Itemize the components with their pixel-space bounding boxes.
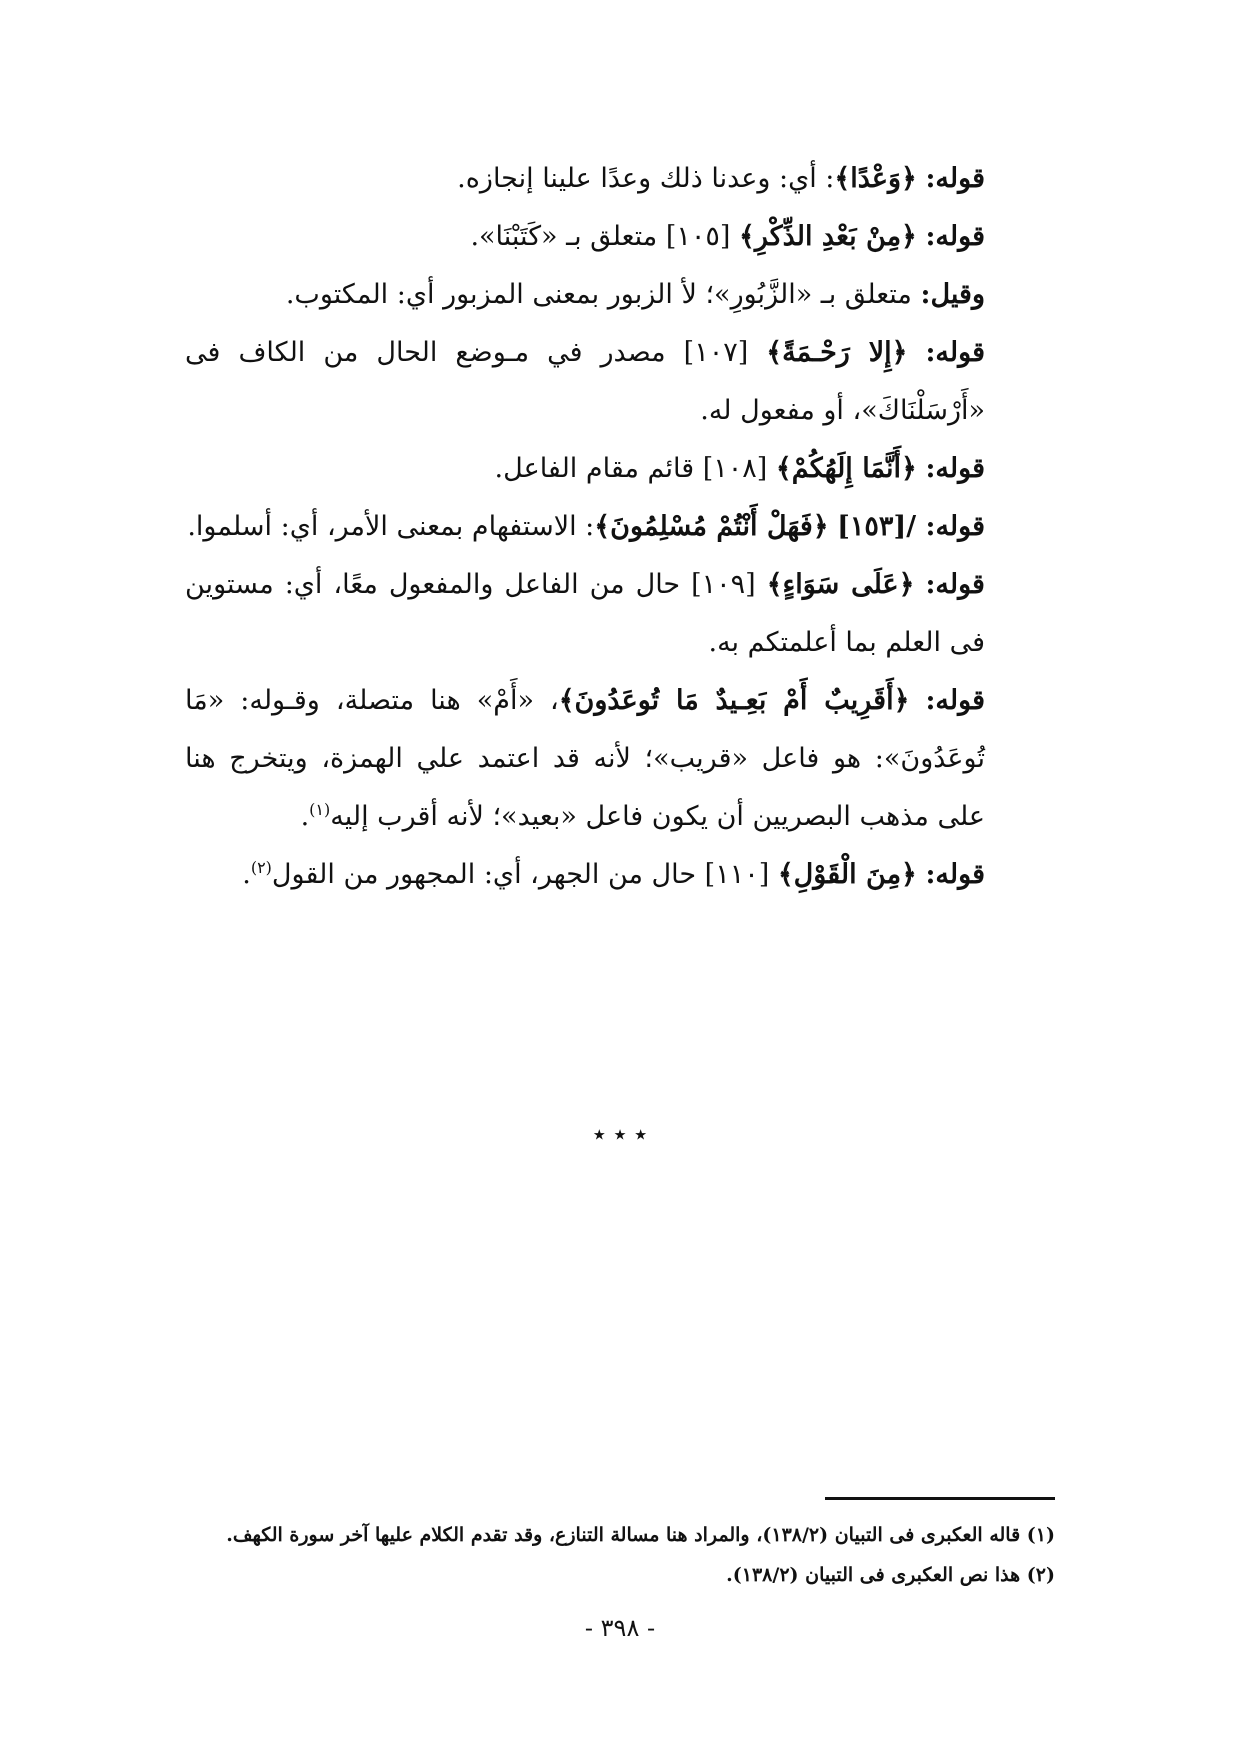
quran-phrase: ﴿مِنَ الْقَوْلِ﴾ — [777, 859, 917, 890]
footnote-marker: (١) — [309, 800, 331, 819]
quran-phrase: ﴿عَلَى سَوَاءٍ﴾ — [766, 569, 915, 600]
paragraph-6 — [185, 498, 1055, 556]
paragraph-5 — [185, 440, 1055, 498]
paragraph-label: قوله: — [925, 337, 985, 368]
paragraph-label: قوله: — [925, 163, 985, 194]
paragraph-label: وقيل: — [920, 279, 985, 310]
section-separator: ٭ ٭ ٭ — [592, 1120, 648, 1148]
paragraph-text: : أي: وعدنا ذلك وعدًا علينا إنجازه. — [457, 163, 835, 194]
paragraph-text: [١١٠] حال من الجهر، أي: المجهور من القول — [271, 859, 770, 890]
paragraph-text: [١٠٧] مصدر في مـوضع الحال من الكاف فى «أَرْسَلْنَاكَ»، أو مفعول له. — [185, 337, 985, 426]
quran-phrase: ﴿أَقَرِيبٌ أَمْ بَعِـيدٌ مَا تُوعَدُونَ﴾ — [558, 685, 910, 716]
paragraph-4 — [185, 324, 1055, 440]
quran-phrase: ﴿إِلا رَحْـمَةً﴾ — [766, 337, 908, 368]
paragraph-tail: . — [242, 859, 251, 890]
quran-phrase: ﴿فَهَلْ أَنْتُمْ مُسْلِمُونَ﴾ — [594, 511, 829, 542]
paragraph-label: قوله: /[١٥٣] — [837, 511, 985, 542]
paragraph-label: قوله: — [925, 221, 985, 252]
paragraph-text: [١٠٩] حال من الفاعل والمفعول معًا، أي: مستوين فى العلم بما أعلمتكم به. — [185, 569, 985, 658]
paragraph-7 — [185, 556, 1055, 672]
paragraph-label: قوله: — [925, 569, 985, 600]
paragraph-text: ، «أَمْ» هنا متصلة، وقـوله: «مَا تُوعَدُونَ»: هو فاعل «قريب»؛ لأنه قد اعتمد علي الهمزة، ويتخرج هنا على مذهب البصريين أن يكون فاعل «بعيد»؛ لأنه أقرب إليه — [185, 685, 985, 832]
footnote-marker: (٢) — [250, 858, 272, 877]
footnote-2: (٢) هذا نص العكبرى فى التبيان (١٣٨/٢). — [726, 1564, 1055, 1586]
page-number: - ٣٩٨ - — [584, 1614, 656, 1642]
paragraph-label: قوله: — [925, 685, 985, 716]
paragraph-text: [١٠٨] قائم مقام الفاعل. — [494, 453, 768, 484]
quran-phrase: ﴿مِنْ بَعْدِ الذِّكْرِ﴾ — [739, 221, 917, 252]
paragraph-text: متعلق بـ «الزَّبُورِ»؛ لأ الزبور بمعنى المزبور أي: المكتوب. — [285, 279, 912, 310]
main-text — [185, 150, 1055, 904]
footnote-1: (١) قاله العكبرى فى التبيان (١٣٨/٢)، والمراد هنا مسالة التنازع، وقد تقدم الكلام عليها آخر سورة الكهف. — [226, 1524, 1055, 1546]
paragraph-8 — [185, 672, 1055, 846]
paragraph-9 — [185, 846, 1055, 904]
paragraph-text: : الاستفهام بمعنى الأمر، أي: أسلموا. — [187, 511, 595, 542]
paragraph-label: قوله: — [925, 859, 985, 890]
paragraph-2 — [185, 208, 1055, 266]
quran-phrase: ﴿وَعْدًا﴾ — [834, 163, 917, 194]
paragraph-tail: . — [300, 801, 310, 832]
quran-phrase: ﴿أَنَّمَا إِلَهُكُمْ﴾ — [775, 453, 917, 484]
paragraph-3 — [185, 266, 1055, 324]
footnotes — [185, 1515, 1055, 1595]
footnote-divider — [825, 1497, 1055, 1500]
paragraph-text: [١٠٥] متعلق بـ «كَتَبْنَا». — [470, 221, 731, 252]
paragraph-label: قوله: — [925, 453, 985, 484]
paragraph-1 — [185, 150, 1055, 208]
